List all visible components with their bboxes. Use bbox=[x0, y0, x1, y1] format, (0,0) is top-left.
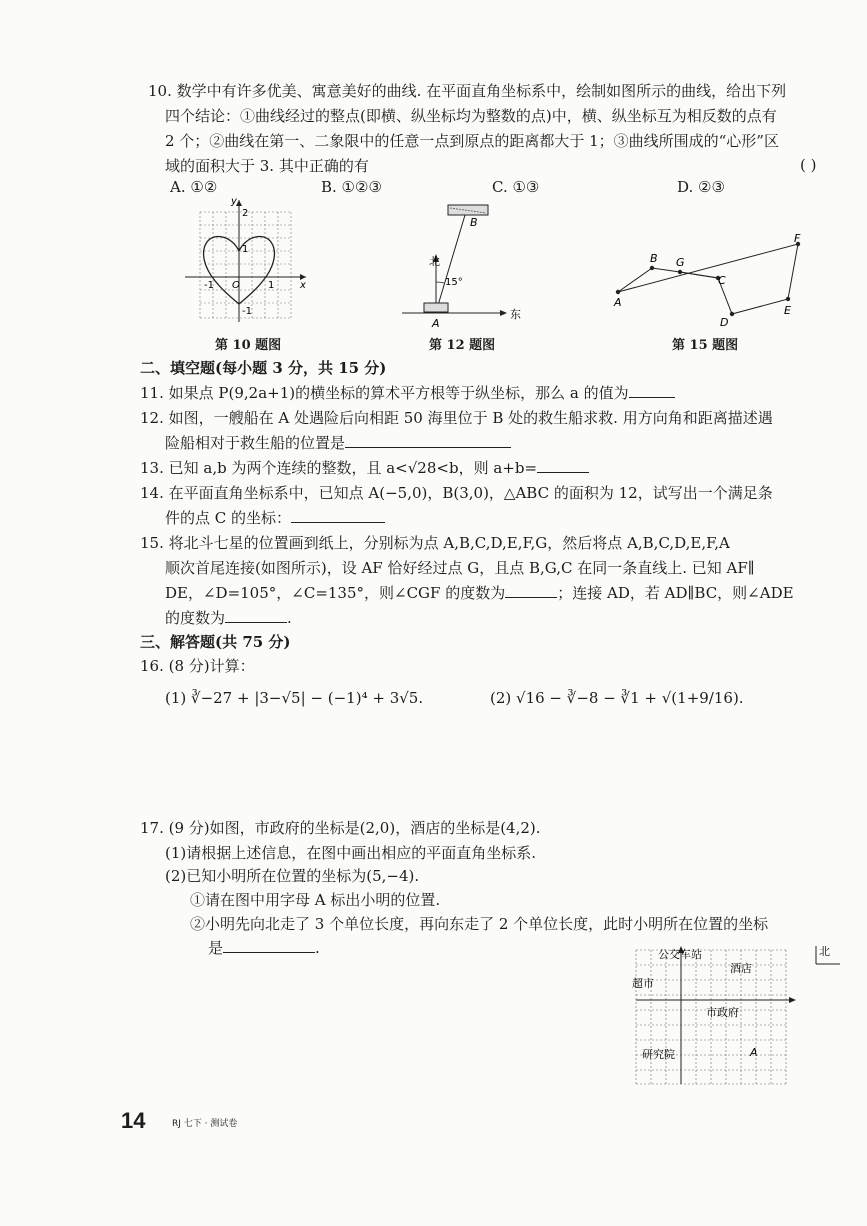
map-north: 北 bbox=[819, 945, 830, 958]
q16-part1: (1) ∛−27 + |3−√5| − (−1)⁴ + 3√5. bbox=[165, 689, 424, 707]
q17-line4: ①请在图中用字母 A 标出小明的位置. bbox=[190, 891, 441, 909]
fig12-caption: 第 12 题图 bbox=[429, 338, 496, 353]
answer-bracket: ( ) bbox=[800, 156, 817, 174]
q17-answer-blank[interactable] bbox=[223, 938, 315, 953]
q14-stem: 件的点 C 的坐标： bbox=[165, 509, 292, 527]
q15-line2: 顺次首尾连接(如图所示)，设 AF 恰好经过点 G，且点 B,G,C 在同一条直线上. 已知 AF∥ bbox=[165, 559, 755, 577]
q15-answer-blank-1[interactable] bbox=[505, 583, 557, 598]
fig10-tick-neg1y: -1 bbox=[242, 306, 252, 317]
q10-line2: 四个结论：①曲线经过的整点(即横、纵坐标均为整数的点)中，横、纵坐标互为相反数的点有 bbox=[165, 107, 777, 125]
q11-text bbox=[140, 383, 675, 403]
page-number: 14 bbox=[121, 1108, 146, 1133]
q11-answer-blank[interactable] bbox=[629, 383, 675, 398]
fig15-point-a: A bbox=[614, 296, 622, 309]
q13-text bbox=[140, 458, 589, 478]
q14-answer-blank[interactable] bbox=[291, 508, 385, 523]
fig12-north: 北 bbox=[429, 255, 440, 268]
map-hotel: 酒店 bbox=[730, 962, 752, 975]
option-b: B. ①②③ bbox=[321, 178, 382, 196]
q12-answer-blank[interactable] bbox=[345, 433, 511, 448]
q10-line3: 2 个；②曲线在第一、二象限中的任意一点到原点的距离都大于 1；③曲线所围成的“心形”区 bbox=[165, 132, 779, 150]
q15-stem-b: ；连接 AD，若 AD∥BC，则∠ADE bbox=[557, 584, 794, 602]
q15-stem-c: 的度数为 bbox=[165, 609, 226, 627]
q11-stem: 11. 如果点 P(9,2a+1)的横坐标的算术平方根等于纵坐标，那么 a 的值为 bbox=[140, 384, 629, 402]
q14-line1: 14. 在平面直角坐标系中，已知点 A(−5,0)，B(3,0)，△ABC 的面积为 12，试写出一个满足条 bbox=[140, 484, 773, 502]
fig15-point-f: F bbox=[794, 232, 801, 245]
fig10-tick-2: 2 bbox=[242, 208, 249, 219]
figure-12-bearing bbox=[392, 196, 532, 330]
figure-15-dipper bbox=[604, 228, 824, 328]
q15-stem-a: DE，∠D=105°，∠C=135°，则∠CGF 的度数为 bbox=[165, 584, 506, 602]
q13-stem: 13. 已知 a,b 为两个连续的整数，且 a<√28<b，则 a+b= bbox=[140, 459, 538, 477]
map-point-a: A bbox=[750, 1046, 758, 1059]
q17-line1: 17. (9 分)如图，市政府的坐标是(2,0)，酒店的坐标是(4,2). bbox=[140, 819, 541, 837]
q16-part2: (2) √16 − ∛−8 − ∛1 + √(1+9/16). bbox=[490, 689, 744, 707]
q15-line4: 的度数为 . bbox=[165, 609, 292, 627]
q12-stem: 险船相对于救生船的位置是 bbox=[165, 434, 346, 452]
q15-answer-blank-2[interactable] bbox=[225, 608, 287, 623]
fig15-point-d: D bbox=[720, 316, 729, 328]
fig15-point-e: E bbox=[784, 304, 791, 317]
fig15-caption: 第 15 题图 bbox=[672, 338, 739, 353]
q17-stem: 是 bbox=[208, 939, 224, 957]
fig12-east: 东 bbox=[510, 308, 521, 321]
fig10-tick-1: 1 bbox=[242, 244, 249, 255]
map-gov: 市政府 bbox=[706, 1006, 739, 1019]
fig12-point-a: A bbox=[432, 317, 440, 330]
q15-line3 bbox=[165, 583, 794, 603]
q10-line4: 域的面积大于 3. 其中正确的有 bbox=[165, 157, 369, 175]
figure-17-map bbox=[630, 940, 858, 1090]
q17-line5: ②小明先向北走了 3 个单位长度，再向东走了 2 个单位长度，此时小明所在位置的坐标 bbox=[190, 915, 769, 933]
footer-text: RJ 七下 · 测试卷 bbox=[172, 1119, 238, 1129]
fig15-point-g: G bbox=[676, 256, 685, 269]
map-bus-stop: 公交车站 bbox=[658, 948, 702, 961]
fig12-point-b: B bbox=[470, 216, 478, 229]
option-c: C. ①③ bbox=[492, 178, 540, 196]
q17-line6: 是 . bbox=[208, 939, 320, 957]
map-lab: 研究院 bbox=[642, 1048, 675, 1061]
fig10-origin: O bbox=[232, 280, 240, 291]
fig10-tick-neg1: -1 bbox=[204, 280, 214, 291]
figure-10-heart bbox=[180, 196, 312, 326]
q14-line2 bbox=[165, 508, 385, 528]
fig12-angle: 15° bbox=[445, 277, 463, 288]
fig15-point-c: C bbox=[718, 274, 726, 287]
map-market: 超市 bbox=[632, 977, 654, 990]
q16-title: 16. (8 分)计算： bbox=[140, 657, 255, 675]
q15-line1: 15. 将北斗七星的位置画到纸上，分别标为点 A,B,C,D,E,F,G，然后将点 A,B,C,D,E,F,A bbox=[140, 534, 730, 552]
option-a: A. ①② bbox=[170, 178, 218, 196]
option-d: D. ②③ bbox=[677, 178, 725, 196]
fig15-point-b: B bbox=[650, 252, 658, 265]
section-2-heading: 二、填空题(每小题 3 分，共 15 分) bbox=[140, 359, 387, 377]
q12-line1: 12. 如图，一艘船在 A 处遇险后向相距 50 海里位于 B 处的救生船求救. 用方向角和距离描述遇 bbox=[140, 409, 773, 427]
q10-line1: 10. 数学中有许多优美、寓意美好的曲线. 在平面直角坐标系中，绘制如图所示的曲线，给出下列 bbox=[148, 82, 787, 100]
q12-line2 bbox=[165, 433, 511, 453]
fig10-tick-x1: 1 bbox=[268, 280, 275, 291]
section-3-heading: 三、解答题(共 75 分) bbox=[140, 633, 291, 651]
fig10-y-label: y bbox=[231, 196, 237, 207]
fig10-caption: 第 10 题图 bbox=[215, 338, 282, 353]
fig10-x-label: x bbox=[300, 280, 306, 291]
q13-answer-blank[interactable] bbox=[537, 458, 589, 473]
q17-line2: (1)请根据上述信息，在图中画出相应的平面直角坐标系. bbox=[165, 844, 537, 862]
q17-line3: (2)已知小明所在位置的坐标为(5,−4). bbox=[165, 867, 420, 885]
